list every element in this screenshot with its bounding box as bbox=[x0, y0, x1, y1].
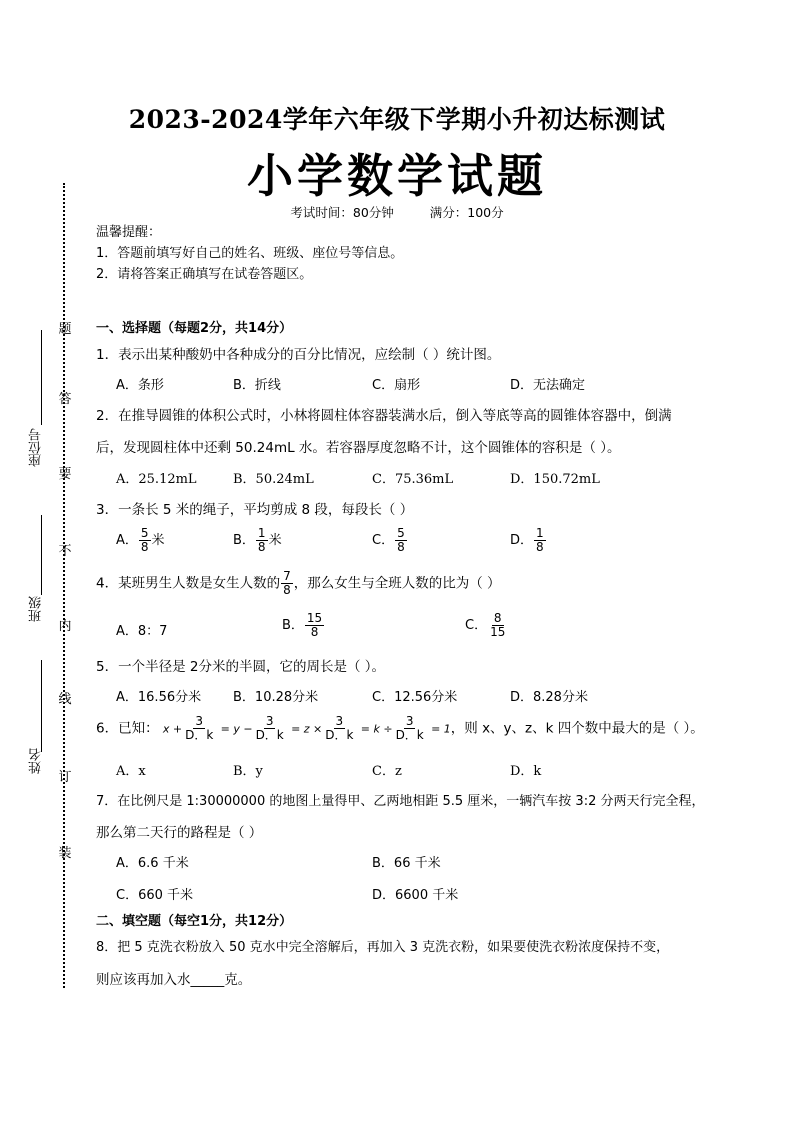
q4-option-b bbox=[282, 612, 325, 639]
binding-char: 线 bbox=[58, 692, 72, 707]
fraction bbox=[183, 715, 215, 742]
fraction bbox=[394, 715, 426, 742]
numerator: 3 bbox=[405, 714, 414, 728]
math-expr: = y − bbox=[220, 722, 253, 736]
denominator: D．k bbox=[395, 728, 424, 742]
option-letter: C． bbox=[372, 533, 395, 548]
q5-option-d: D．8.28分米 bbox=[510, 690, 588, 705]
q6-option-b: B．y bbox=[233, 764, 263, 779]
exam-title: 小学数学试题 bbox=[247, 149, 547, 203]
q2-option-a: A．25.12mL bbox=[116, 472, 197, 487]
binding-char: 订 bbox=[58, 770, 72, 785]
question-5: 5．一个半径是 2分米的半圆，它的周长是（ ）。 bbox=[96, 659, 386, 675]
exam-score: 满分：100分 bbox=[429, 205, 504, 220]
section-heading: 一、选择题（每题2分，共14分） bbox=[96, 321, 293, 336]
denominator: 8 bbox=[310, 625, 319, 639]
numerator: 5 bbox=[397, 526, 405, 540]
q5-option-c: C．12.56分米 bbox=[372, 690, 458, 705]
denominator: 15 bbox=[490, 625, 506, 639]
q6-text-pre: 6．已知： bbox=[96, 720, 159, 737]
q1-option-b: B．折线 bbox=[233, 378, 281, 393]
fraction bbox=[281, 570, 293, 597]
fraction bbox=[488, 612, 507, 639]
q1-option-d: D．无法确定 bbox=[510, 378, 586, 393]
math-expr: = z × bbox=[291, 722, 323, 736]
option-letter: A． bbox=[116, 533, 138, 548]
option-letter: B． bbox=[282, 618, 304, 633]
denominator: D．k bbox=[185, 728, 214, 742]
numerator: 7 bbox=[283, 569, 291, 583]
q1-option-a: A．条形 bbox=[116, 378, 164, 393]
q6-option-c: C．z bbox=[372, 764, 402, 779]
fraction bbox=[305, 612, 324, 639]
unit: 米 bbox=[268, 533, 282, 548]
math-expr: x + bbox=[162, 722, 183, 736]
q3-option-c bbox=[372, 527, 408, 554]
question-7-line-2: 那么第二天行的路程是（ ） bbox=[96, 825, 263, 841]
binding-char: 不 bbox=[58, 544, 72, 559]
tip-item: 2．请将答案正确填写在试卷答题区。 bbox=[96, 267, 313, 282]
name-label: 姓名 bbox=[29, 748, 44, 774]
binding-char: 答 bbox=[58, 392, 72, 407]
question-7-line-1: 7．在比例尺是 1:30000000 的地图上量得甲、乙两地相距 5.5 厘米，一辆汽车按 3:2 分两天行完全程， bbox=[96, 794, 705, 809]
q5-option-b: B．10.28分米 bbox=[233, 690, 319, 705]
seat-underline bbox=[41, 330, 42, 425]
binding-dotted-line bbox=[63, 183, 65, 988]
q4-text-pre: 4．某班男生人数是女生人数的 bbox=[96, 575, 281, 592]
q6-option-d: D．k bbox=[510, 764, 542, 779]
fraction bbox=[254, 715, 286, 742]
fraction bbox=[323, 715, 355, 742]
denominator: 8 bbox=[257, 540, 266, 554]
fraction bbox=[534, 527, 546, 554]
class-underline bbox=[41, 515, 42, 595]
question-1: 1．表示出某种酸奶中各种成分的百分比情况，应绘制（ ）统计图。 bbox=[96, 347, 501, 363]
denominator: D．k bbox=[255, 728, 284, 742]
math-expr: = k ÷ bbox=[360, 722, 393, 736]
option-letter: D． bbox=[510, 533, 534, 548]
class-label: 班级 bbox=[29, 596, 44, 622]
q3-option-b bbox=[233, 527, 282, 554]
option-letter: B． bbox=[233, 533, 255, 548]
denominator: 8 bbox=[140, 540, 149, 554]
exam-subtitle: 2023-2024学年六年级下学期小升初达标测试 bbox=[128, 105, 666, 134]
fraction bbox=[256, 527, 268, 554]
exam-time: 考试时间：80分钟 bbox=[290, 205, 394, 220]
q2-option-b: B．50.24mL bbox=[233, 472, 314, 487]
numerator: 5 bbox=[140, 526, 149, 540]
tips bbox=[96, 222, 403, 285]
q4-option-c bbox=[465, 612, 508, 639]
numerator: 15 bbox=[306, 611, 323, 625]
question-3: 3．一条长 5 米的绳子，平均剪成 8 段，每段长（ ） bbox=[96, 502, 414, 518]
denominator: 8 bbox=[283, 583, 291, 597]
numerator: 1 bbox=[257, 526, 266, 540]
q5-option-a: A．16.56分米 bbox=[116, 690, 202, 705]
q3-option-a bbox=[116, 527, 165, 554]
unit: 米 bbox=[151, 533, 165, 548]
numerator: 3 bbox=[335, 714, 344, 728]
q7-option-b: B．66 千米 bbox=[372, 856, 441, 871]
denominator: D．k bbox=[325, 728, 354, 742]
binding-char: 内 bbox=[58, 619, 72, 634]
q2-option-d: D．150.72mL bbox=[510, 472, 600, 487]
q2-option-c: C．75.36mL bbox=[372, 472, 454, 487]
question-2-line-2: 后，发现圆柱体中还剩 50.24mL 水。若容器厚度忽略不计，这个圆锥体的容积是（ ）。 bbox=[96, 440, 621, 456]
question-8-line-2: 则应该再加入水_____克。 bbox=[96, 972, 252, 988]
question-6 bbox=[96, 715, 704, 742]
fraction bbox=[395, 527, 407, 554]
q7-option-a: A．6.6 千米 bbox=[116, 856, 189, 871]
binding-char: 装 bbox=[58, 846, 72, 861]
tips-heading: 温馨提醒： bbox=[96, 225, 162, 240]
fraction bbox=[139, 527, 151, 554]
question-4 bbox=[96, 570, 501, 597]
numerator: 3 bbox=[195, 714, 204, 728]
numerator: 3 bbox=[265, 714, 274, 728]
q6-text-post: ，则 x、y、z、k 四个数中最大的是（ ）。 bbox=[450, 720, 704, 737]
q7-option-d: D．6600 千米 bbox=[372, 888, 459, 903]
exam-info bbox=[0, 203, 794, 221]
option-letter: C． bbox=[465, 618, 488, 633]
name-underline bbox=[41, 660, 42, 752]
q4-text-post: ，那么女生与全班人数的比为（ ） bbox=[293, 575, 501, 592]
section-heading: 二、填空题（每空1分，共12分） bbox=[96, 914, 293, 929]
denominator: 8 bbox=[536, 540, 544, 554]
numerator: 1 bbox=[536, 526, 544, 540]
q6-option-a: A．x bbox=[116, 764, 146, 779]
seat-label: 座位号 bbox=[29, 428, 44, 467]
tip-item: 1．答题前填写好自己的姓名、班级、座位号等信息。 bbox=[96, 246, 404, 261]
binding-char: 要 bbox=[58, 467, 72, 482]
math-expr: = 1 bbox=[431, 722, 451, 736]
denominator: 8 bbox=[397, 540, 405, 554]
q3-option-d bbox=[510, 527, 547, 554]
q4-option-a: A．8：7 bbox=[116, 624, 168, 639]
question-2-line-1: 2．在推导圆锥的体积公式时，小林将圆柱体容器装满水后，倒入等底等高的圆锥体容器中，倒满 bbox=[96, 408, 672, 424]
q7-option-c: C．660 千米 bbox=[116, 888, 194, 903]
question-8-line-1: 8．把 5 克洗衣粉放入 50 克水中完全溶解后，再加入 3 克洗衣粉，如果要使洗衣粉浓度保持不变， bbox=[96, 940, 670, 955]
binding-char: 题 bbox=[58, 322, 72, 337]
numerator: 8 bbox=[493, 611, 502, 625]
q1-option-c: C．扇形 bbox=[372, 378, 421, 393]
